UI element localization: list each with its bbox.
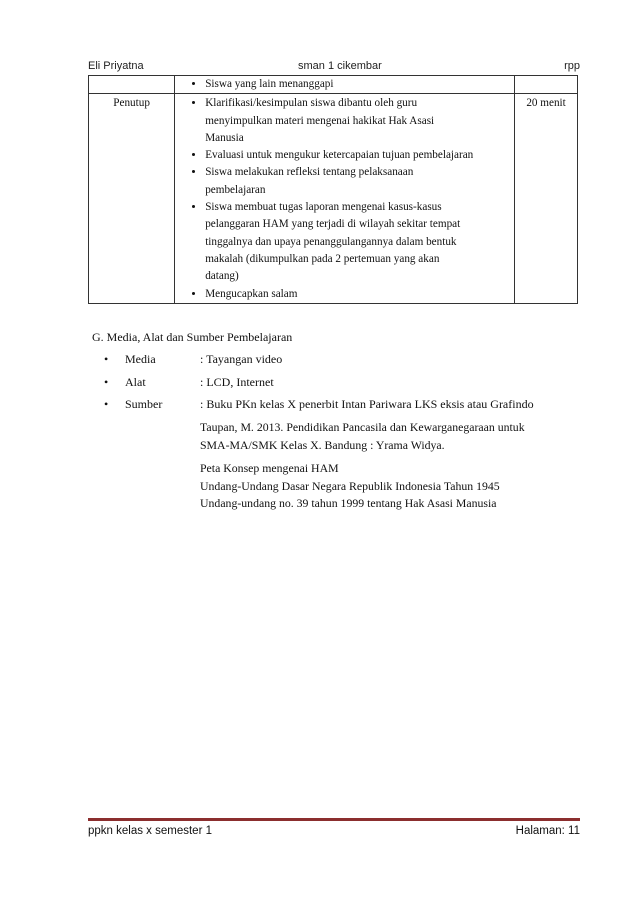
source-1 xyxy=(200,419,525,454)
source-2: Peta Konsep mengenai HAM xyxy=(200,461,339,475)
activity-cell: Penutup xyxy=(89,94,175,304)
table-row xyxy=(89,94,578,304)
page-header xyxy=(88,60,580,76)
list-item: • Siswa yang lain menanggapi xyxy=(205,76,514,93)
time-cell: 20 menit xyxy=(515,94,578,304)
time-cell xyxy=(515,76,578,94)
source-1-line-1: Taupan, M. 2013. Pendidikan Pancasila dan Kewarganegaraan untuk xyxy=(200,420,525,434)
header-doc-type: rpp xyxy=(564,60,580,72)
steps-cell xyxy=(175,94,515,304)
header-author: Eli Priyatna xyxy=(88,60,144,72)
list-item: • Klarifikasi/kesimpulan siswa dibantu oleh guru menyimpulkan materi mengenai hakikat Hak Asasi Manusia xyxy=(205,95,474,147)
alat-value: : LCD, Internet xyxy=(200,375,274,389)
sumber-label: Sumber xyxy=(125,397,163,411)
page-footer xyxy=(88,818,580,841)
list-item: • Mengucapkan salam xyxy=(205,286,474,303)
page-number: Halaman: 11 xyxy=(515,825,580,837)
list-item: • Siswa melakukan refleksi tentang pelaksanaan pembelajaran xyxy=(205,164,474,199)
list-item: • Siswa membuat tugas laporan mengenai kasus-kasus pelanggaran HAM yang terjadi di wilayah sekitar tempat tinggalnya dan upaya penanggulangannya dalam bentuk makalah (dikumpulkan pada 2 pertemuan yang akan datang) xyxy=(205,199,474,285)
source-1-line-2: SMA-MA/SMK Kelas X. Bandung : Yrama Widya. xyxy=(200,437,445,452)
header-school: sman 1 cikembar xyxy=(298,60,382,72)
bullet-icon: • xyxy=(104,397,109,411)
media-value: : Tayangan video xyxy=(200,352,283,366)
source-4: Undang-undang no. 39 tahun 1999 tentang Hak Asasi Manusia xyxy=(200,496,497,510)
bullet-icon: • xyxy=(104,375,109,389)
media-label: Media xyxy=(125,352,156,366)
sumber-value: : Buku PKn kelas X penerbit Intan Pariwara LKS eksis atau Grafindo xyxy=(200,397,534,411)
alat-label: Alat xyxy=(125,375,146,389)
section-title: G. Media, Alat dan Sumber Pembelajaran xyxy=(92,330,293,344)
list-item: • Evaluasi untuk mengukur ketercapaian tujuan pembelajaran xyxy=(205,147,474,164)
activity-cell xyxy=(89,76,175,94)
source-3: Undang-Undang Dasar Negara Republik Indonesia Tahun 1945 xyxy=(200,478,500,493)
table-row xyxy=(89,76,578,94)
source-list xyxy=(200,460,500,513)
activity-table xyxy=(88,75,578,304)
bullet-icon: • xyxy=(104,352,109,366)
footer-course: ppkn kelas x semester 1 xyxy=(88,825,213,837)
steps-cell xyxy=(175,76,515,94)
